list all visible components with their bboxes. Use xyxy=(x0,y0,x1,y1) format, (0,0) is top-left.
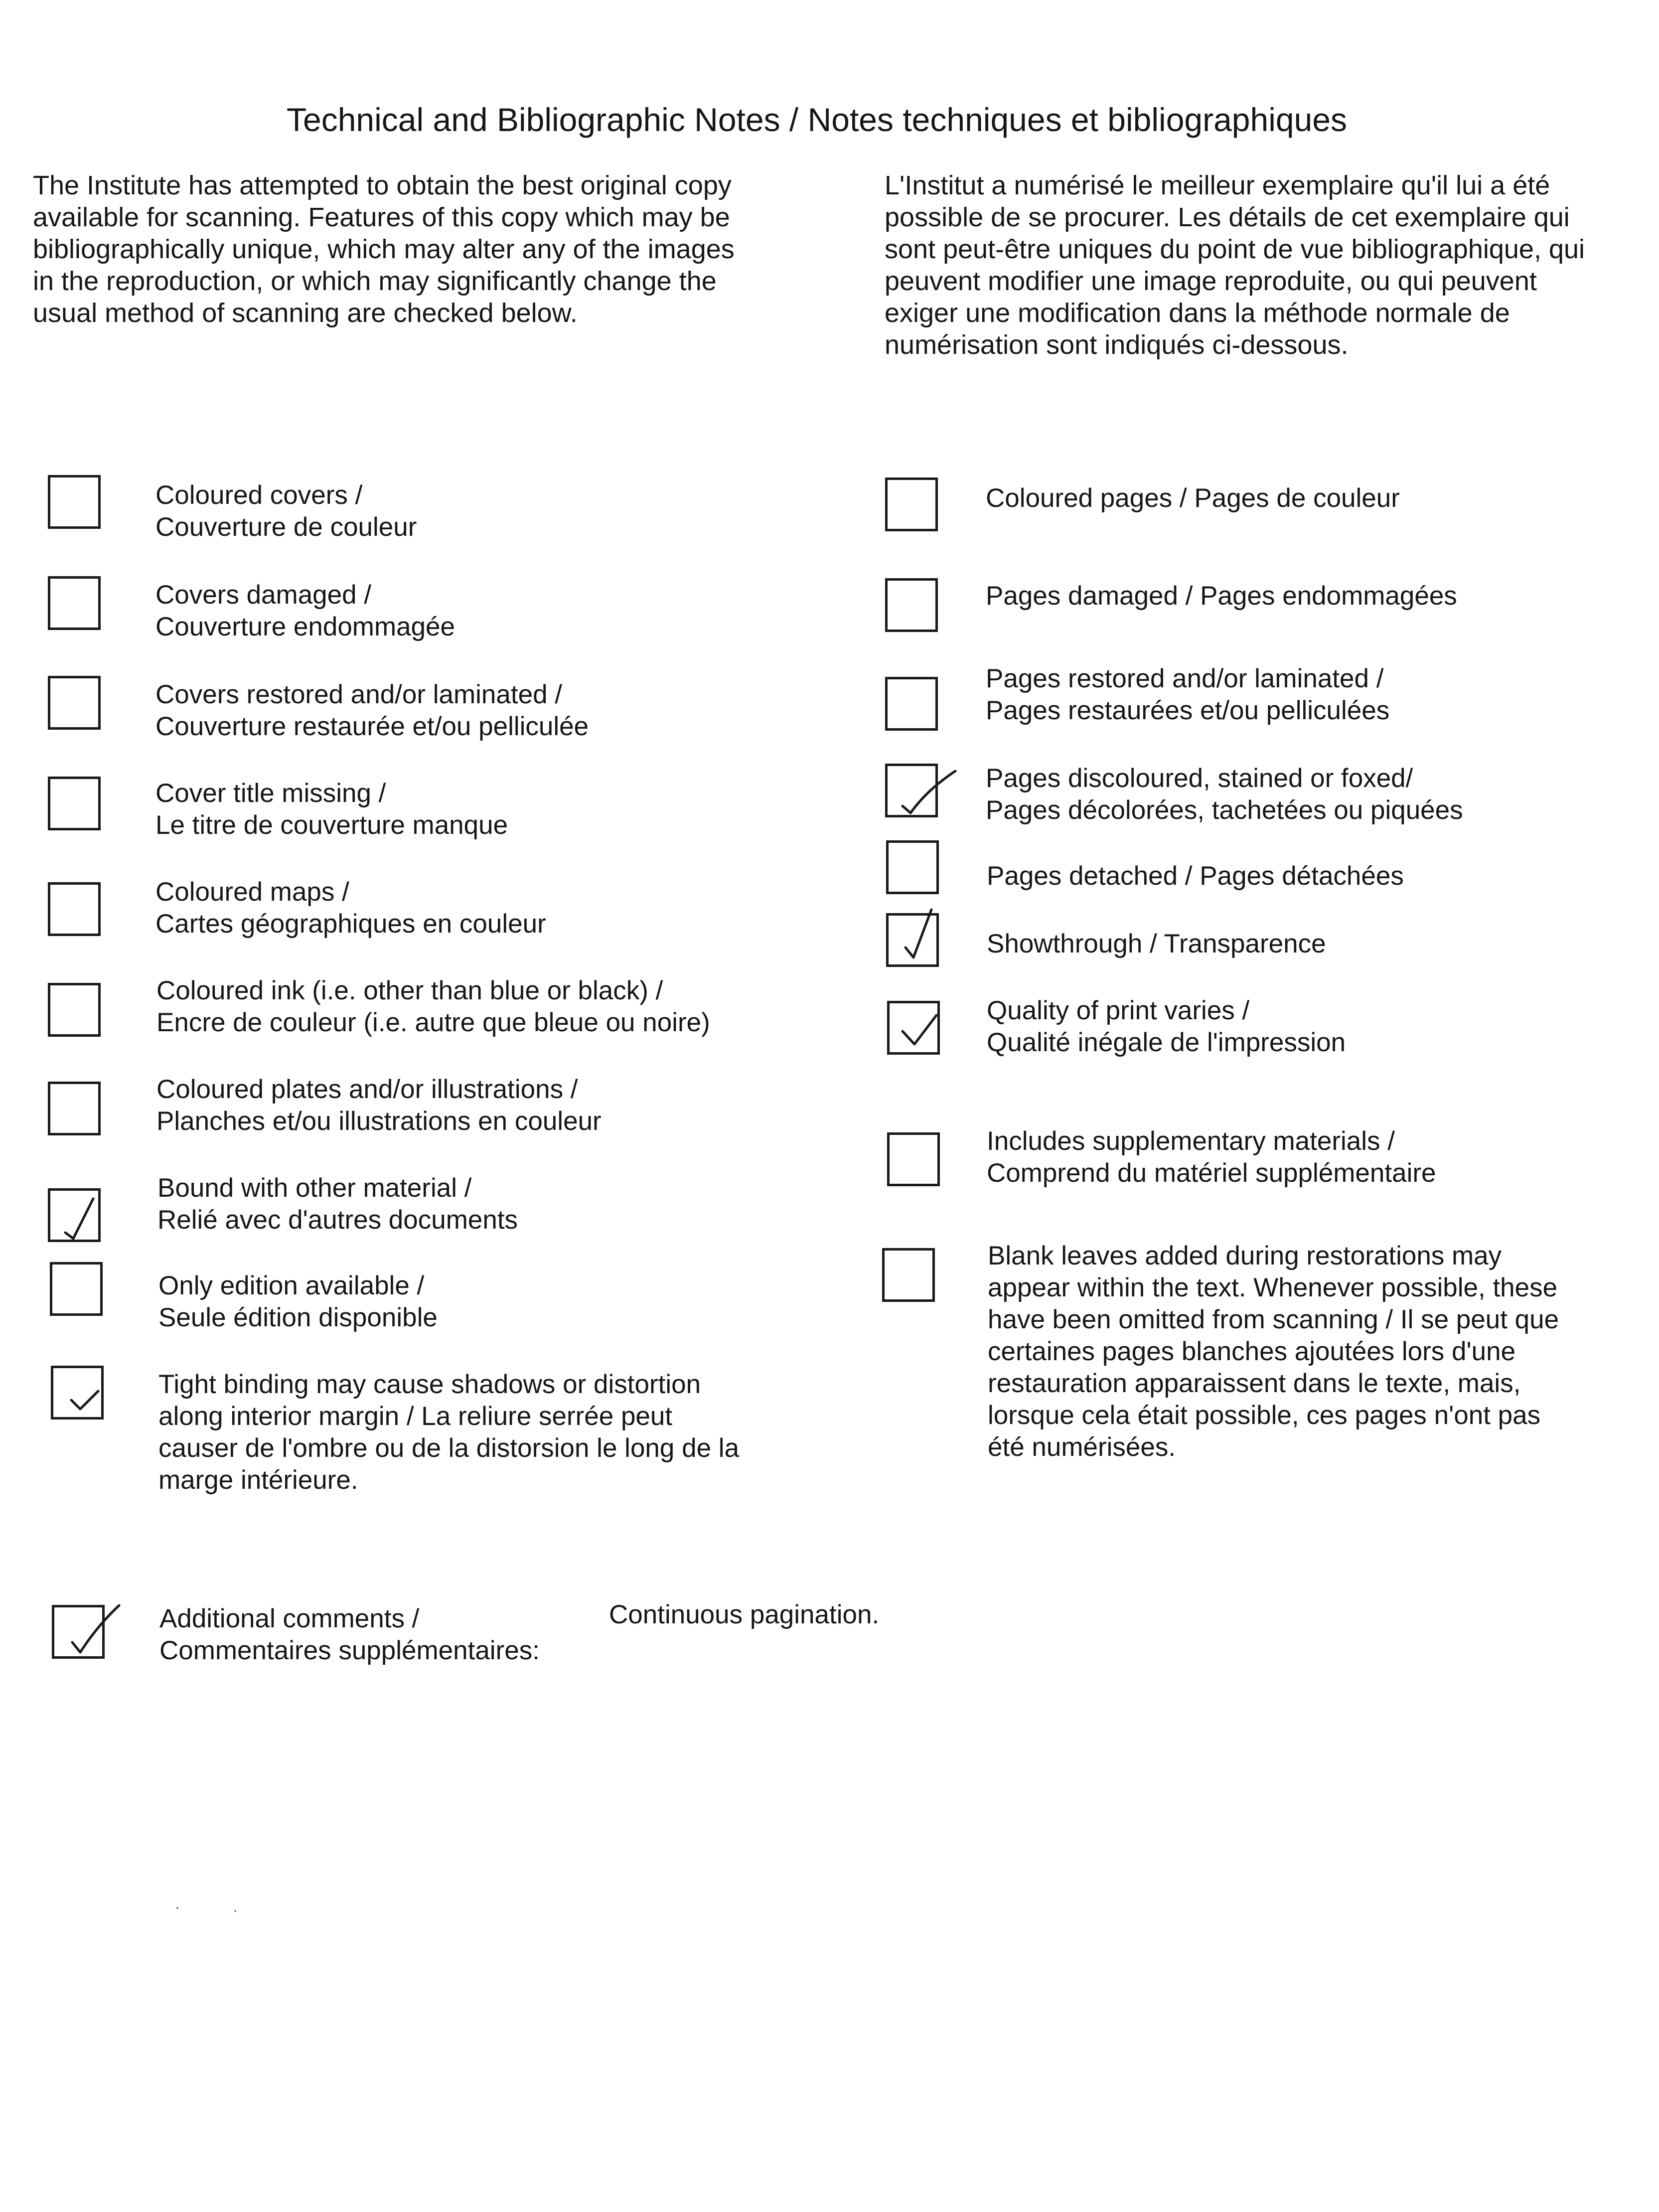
checkbox-supplementary-materials[interactable] xyxy=(887,1132,940,1186)
label-coloured-covers: Coloured covers / Couverture de couleur xyxy=(155,480,417,542)
label-pages-detached: Pages detached / Pages détachées xyxy=(987,861,1404,891)
checkmark-icon xyxy=(887,989,956,1064)
label-coloured-ink: Coloured ink (i.e. other than blue or black) / Encre de couleur (i.e. autre que bleue ou noire) xyxy=(156,976,710,1037)
label-coloured-plates: Coloured plates and/or illustrations / Planches et/ou illustrations en couleur xyxy=(156,1075,602,1136)
checkbox-covers-restored[interactable] xyxy=(48,676,101,730)
label-coloured-pages: Coloured pages / Pages de couleur xyxy=(986,483,1400,513)
checkbox-showthrough[interactable] xyxy=(886,913,939,967)
checkmark-icon xyxy=(886,902,955,976)
additional-comments-value: Continuous pagination. xyxy=(609,1600,880,1629)
checkbox-coloured-plates[interactable] xyxy=(48,1082,101,1135)
label-quality-of-print: Quality of print varies / Qualité inégale de l'impression xyxy=(987,996,1346,1057)
scan-speck xyxy=(234,1910,236,1912)
label-tight-binding: Tight binding may cause shadows or distortion along interior margin / La reliure serrée peut causer de l'ombre ou de la distorsion le long de la marge intérieure. xyxy=(158,1370,740,1495)
label-cover-title-missing: Cover title missing / Le titre de couverture manque xyxy=(155,779,508,840)
checkbox-cover-title-missing[interactable] xyxy=(48,777,101,830)
label-coloured-maps: Coloured maps / Cartes géographiques en couleur xyxy=(155,877,546,939)
label-supplementary-materials: Includes supplementary materials / Comprend du matériel supplémentaire xyxy=(987,1126,1436,1188)
checkbox-tight-binding[interactable] xyxy=(51,1366,104,1420)
checkbox-quality-of-print[interactable] xyxy=(887,1001,940,1055)
checkbox-coloured-ink[interactable] xyxy=(48,983,101,1037)
checkmark-icon xyxy=(50,1354,120,1429)
checkbox-coloured-covers[interactable] xyxy=(48,475,101,529)
checkbox-additional-comments[interactable] xyxy=(52,1605,105,1659)
checkbox-covers-damaged[interactable] xyxy=(48,576,101,630)
label-blank-leaves: Blank leaves added during restorations may appear within the text. Whenever possible, these have been omitted from scanning / Il se peut que certaines pages blanches ajoutées lors d'une restauration apparaissent dans le texte, mais, lorsque cela était possible, ces pages n'ont pas été numérisées. xyxy=(988,1241,1559,1462)
label-only-edition-available: Only edition available / Seule édition disponible xyxy=(158,1271,438,1332)
intro-french: L'Institut a numérisé le meilleur exemplaire qu'il lui a été possible de se procurer. Les détails de cet exemplaire qui sont peut-être uniques du point de vue bibliographique, qui peuvent modifier une image reproduite, ou qui peuvent exiger une modification dans la méthode normale de numérisation sont indiqués ci-dessous. xyxy=(885,170,1585,360)
page-title: Technical and Bibliographic Notes / Notes techniques et bibliographiques xyxy=(287,101,1347,138)
checkbox-pages-restored[interactable] xyxy=(885,677,938,731)
checkbox-bound-with-other-material[interactable] xyxy=(48,1188,101,1242)
checkmark-icon xyxy=(51,1593,121,1668)
checkbox-only-edition-available[interactable] xyxy=(50,1262,103,1316)
checkmark-icon xyxy=(47,1177,117,1252)
label-pages-damaged: Pages damaged / Pages endommagées xyxy=(986,581,1457,611)
intro-english: The Institute has attempted to obtain the best original copy available for scanning. Features of this copy which may be bibliographically unique, which may alter any of the images in the reproduction, or which may significantly change the usual method of scanning are checked below. xyxy=(33,170,735,328)
checkbox-pages-damaged[interactable] xyxy=(885,578,938,632)
checkbox-coloured-maps[interactable] xyxy=(48,882,101,936)
label-additional-comments: Additional comments / Commentaires supplémentaires: xyxy=(159,1604,540,1665)
label-pages-discoloured: Pages discoloured, stained or foxed/ Pages décolorées, tachetées ou piquées xyxy=(986,764,1463,825)
checkbox-coloured-pages[interactable] xyxy=(885,477,938,531)
label-pages-restored: Pages restored and/or laminated / Pages restaurées et/ou pelliculées xyxy=(986,664,1390,725)
checkmark-icon xyxy=(885,752,954,827)
label-showthrough: Showthrough / Transparence xyxy=(987,929,1326,958)
checkbox-pages-detached[interactable] xyxy=(886,840,939,894)
checkbox-pages-discoloured[interactable] xyxy=(885,764,938,817)
label-covers-restored: Covers restored and/or laminated / Couverture restaurée et/ou pelliculée xyxy=(155,680,589,741)
checkbox-blank-leaves[interactable] xyxy=(882,1248,935,1302)
label-bound-with-other-material: Bound with other material / Relié avec d'autres documents xyxy=(157,1173,518,1235)
scan-speck xyxy=(176,1907,178,1909)
label-covers-damaged: Covers damaged / Couverture endommagée xyxy=(155,580,455,641)
